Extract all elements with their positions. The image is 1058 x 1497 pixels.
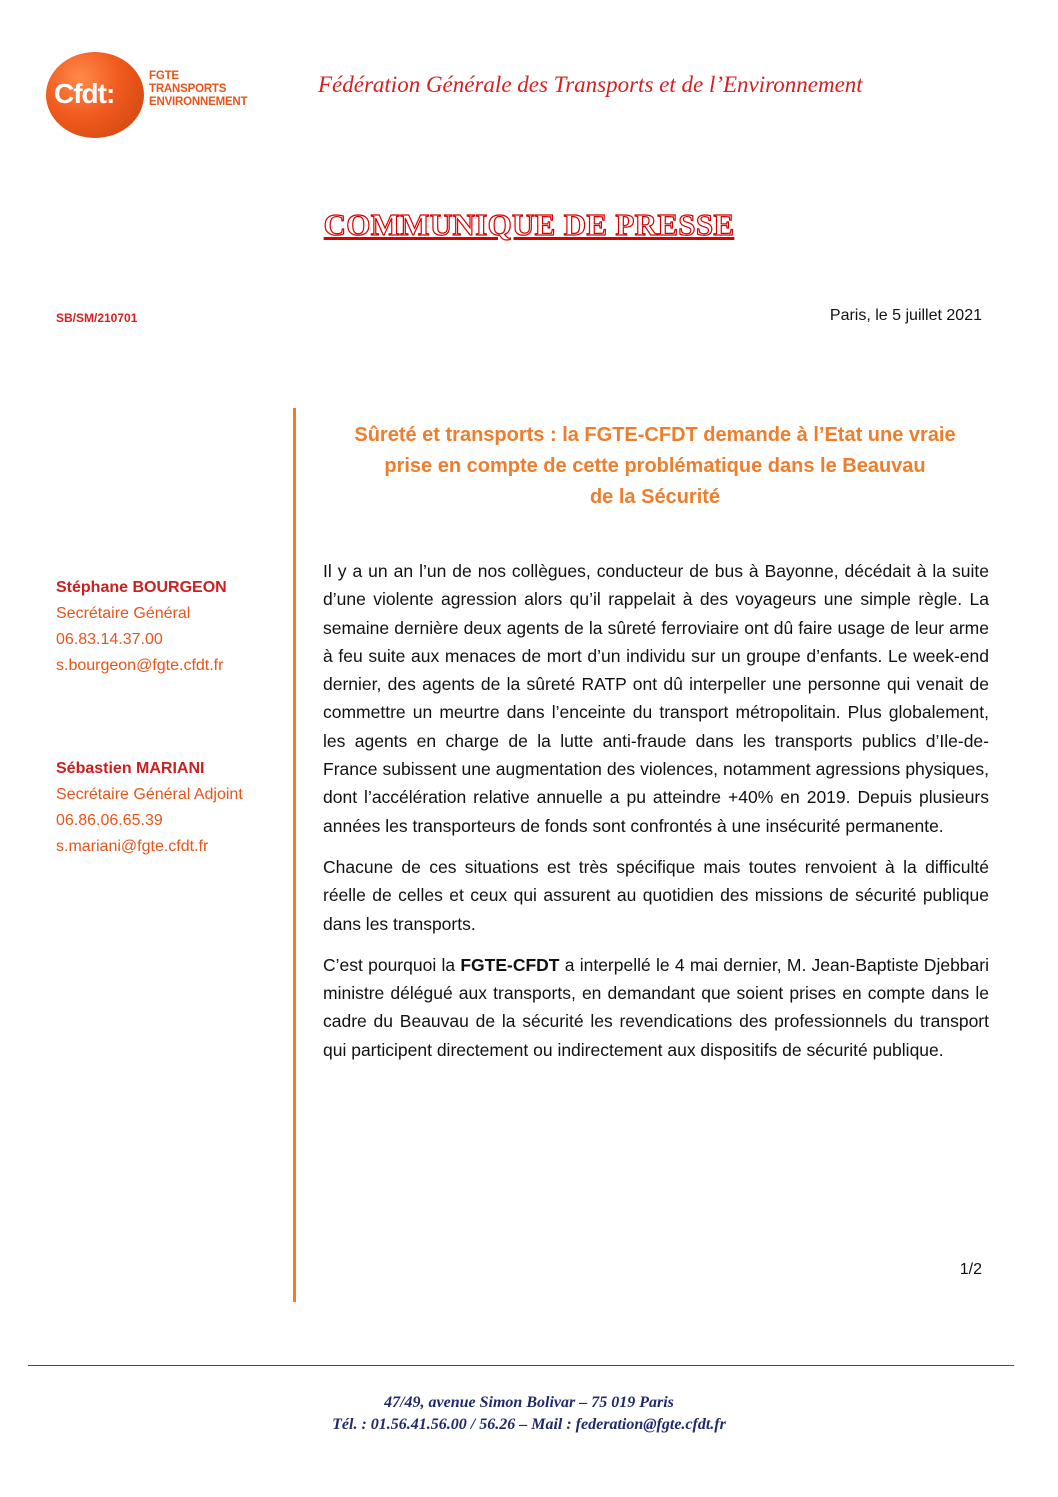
paragraph-text: a interpellé le 4 mai dernier, M. Jean-Baptiste Djebbari ministre délégué aux transports, en demandant que soient prises en compte dans le cadre du Beauvau de la sécurité les revendications des professionnels du transport qui participent directement ou indirectement aux dispositifs de sécurité publique. xyxy=(323,954,989,1060)
headline-line: Sûreté et transports : la FGTE-CFDT demande à l’Etat une vraie xyxy=(354,424,956,446)
cfdt-logo xyxy=(42,52,248,142)
logo-line: TRANSPORTS xyxy=(149,83,227,95)
headline-line: prise en compte de cette problématique dans le Beauvau xyxy=(384,455,926,477)
reference-code: SB/SM/210701 xyxy=(56,311,138,325)
paragraph-text: C’est pourquoi la xyxy=(323,954,461,975)
contact-name: Stéphane BOURGEON xyxy=(56,579,227,596)
contact-email[interactable]: s.mariani@fgte.cfdt.fr xyxy=(56,838,209,855)
logo-mark: Cfdt: xyxy=(54,78,115,109)
logo-line: ENVIRONNEMENT xyxy=(149,96,248,108)
contact-email[interactable]: s.bourgeon@fgte.cfdt.fr xyxy=(56,657,224,674)
footer-divider xyxy=(28,1365,1014,1366)
vertical-divider xyxy=(293,408,296,1302)
contact-role: Secrétaire Général Adjoint xyxy=(56,786,243,803)
contact-role: Secrétaire Général xyxy=(56,605,191,622)
document-date: Paris, le 5 juillet 2021 xyxy=(829,307,982,324)
contact-block xyxy=(56,575,227,679)
federation-name: Fédération Générale des Transports et de l’Environnement xyxy=(318,72,863,97)
logo-line: FGTE xyxy=(149,70,179,82)
logo-subtitle xyxy=(149,70,247,109)
footer-contact: Tél. : 01.56.41.56.00 / 56.26 – Mail : federation@fgte.cfdt.fr xyxy=(332,1416,726,1433)
contact-phone: 06.86.06.65.39 xyxy=(56,812,163,829)
paragraph xyxy=(323,951,989,1064)
page-number: 1/2 xyxy=(959,1261,982,1278)
paragraph: Il y a un an l’un de nos collègues, conducteur de bus à Bayonne, décédait à la suite d’une violente agression alors qu’il rappelait à des voyageurs une simple règle. La semaine dernière deux agents de la sûreté ferroviaire ont dû faire usage de leur arme à feu suite aux menaces de mort d’un individu sur un groupe d’enfants. Le week-end dernier, des agents de la sûreté RATP ont dû interpeller une personne qui venait de commettre un meurtre dans l’enceinte du transport métropolitain. Plus globalement, les agents en charge de la lutte anti-fraude dans les transports publics d’Ile-de-France subissent une augmentation des violences, notamment agressions physiques, dont l’accélération relative annuelle a pu atteindre +40% en 2019. Depuis plusieurs années les transporteurs de fonds sont confrontés à une insécurité permanente. xyxy=(323,561,989,836)
footer xyxy=(0,1392,1058,1436)
headline xyxy=(320,420,990,513)
paragraph: Chacune de ces situations est très spécifique mais toutes renvoient à la difficulté réelle de celles et ceux qui assurent au quotidien des missions de sécurité publique dans les transports. xyxy=(323,856,989,934)
footer-address: 47/49, avenue Simon Bolivar – 75 019 Paris xyxy=(384,1394,674,1411)
contact-name: Sébastien MARIANI xyxy=(56,760,205,777)
page-title: COMMUNIQUE DE PRESSE xyxy=(323,207,735,242)
headline-line: de la Sécurité xyxy=(589,486,721,508)
contact-block xyxy=(56,756,243,860)
contact-phone: 06.83.14.37.00 xyxy=(56,631,163,648)
body-text xyxy=(323,557,989,1077)
organization-name: FGTE-CFDT xyxy=(460,954,560,975)
